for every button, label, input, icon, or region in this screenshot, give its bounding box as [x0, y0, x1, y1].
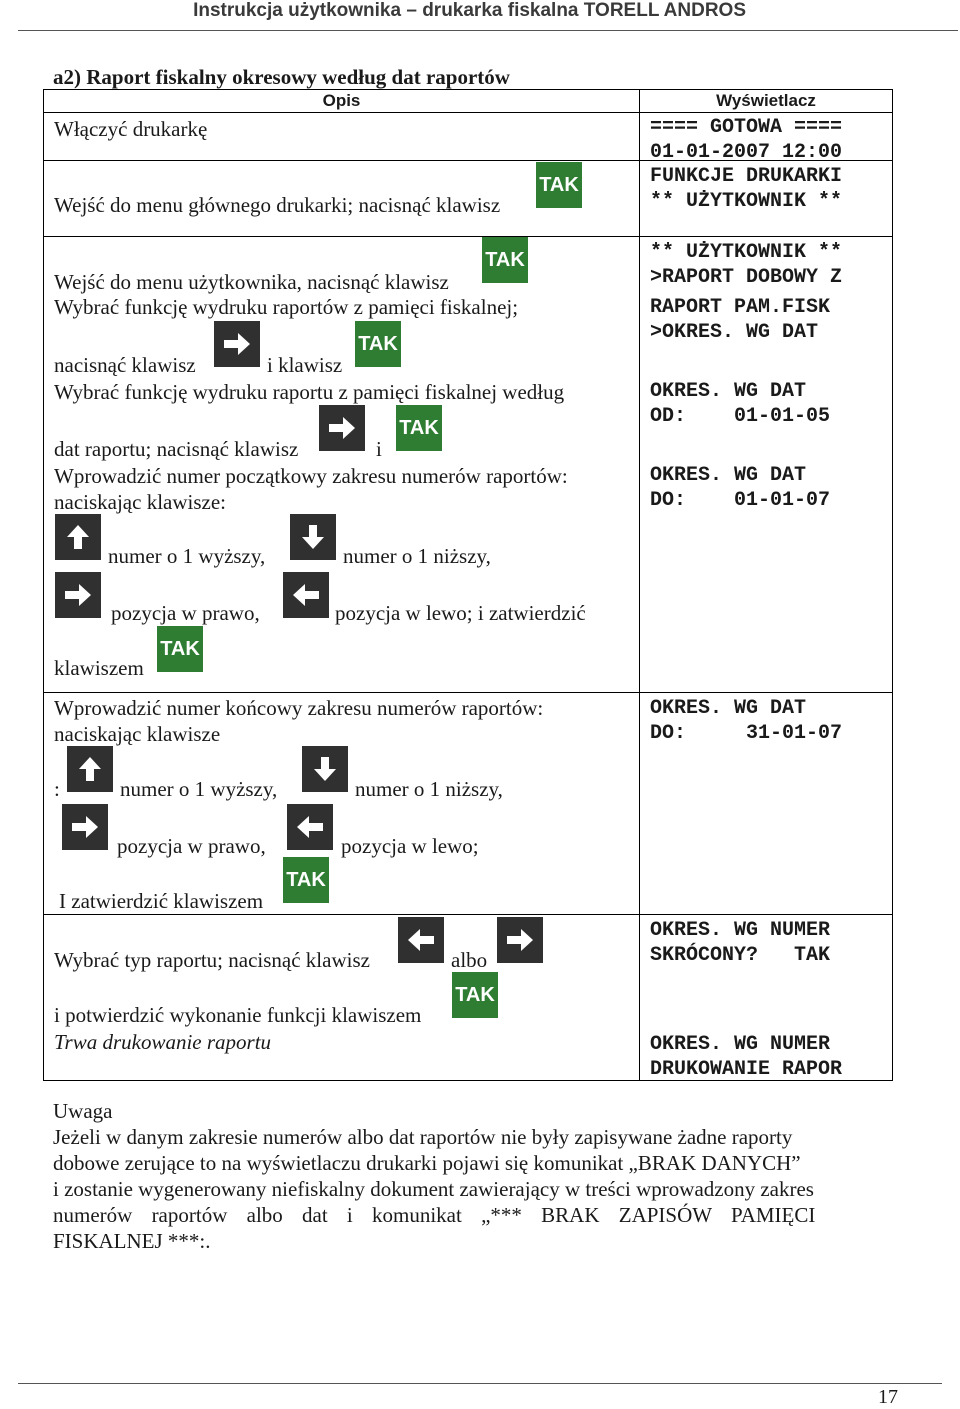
- display-line: ==== GOTOWA ====: [650, 116, 843, 139]
- step-text: Wybrać funkcję wydruku raportu z pamięci fiskalnej według: [54, 380, 565, 404]
- note-section: [53, 1098, 896, 1254]
- step-text: naciskając klawisze: [54, 722, 221, 746]
- page-number: 17: [878, 1386, 898, 1408]
- step-text: klawiszem: [54, 656, 144, 680]
- row-end-range-display: [640, 693, 893, 915]
- arrow-right-key-icon: [497, 917, 543, 963]
- display-line: FUNKCJE DRUKARKI: [650, 165, 843, 188]
- step-text: Włączyć drukarkę: [54, 117, 208, 141]
- row-power-on-display: [640, 113, 893, 164]
- instruction-table: [43, 89, 893, 1081]
- tak-key-icon: TAK: [283, 857, 329, 903]
- step-text: numer o 1 wyższy,: [120, 777, 278, 801]
- arrow-left-key-icon: [287, 804, 333, 850]
- step-text: Wprowadzić numer początkowy zakresu numerów raportów:: [54, 464, 568, 488]
- row-start-range-display: [640, 237, 893, 693]
- step-text: :: [54, 777, 60, 801]
- display-line: >OKRES. WG DAT: [650, 321, 819, 344]
- arrow-down-key-icon: [302, 746, 348, 792]
- step-text: Wybrać typ raportu; nacisnąć klawisz: [54, 948, 370, 972]
- step-text: Wprowadzić numer końcowy zakresu numerów raportów:: [54, 696, 544, 720]
- row-power-on-description: [44, 113, 640, 161]
- note-title: Uwaga: [53, 1099, 113, 1123]
- arrow-right-key-icon: [62, 804, 108, 850]
- step-text: pozycja w lewo; i zatwierdzić: [335, 601, 586, 625]
- step-text: numer o 1 niższy,: [355, 777, 503, 801]
- step-text: i klawisz: [267, 353, 343, 377]
- step-text: Wybrać funkcję wydruku raportów z pamięci fiskalnej;: [54, 295, 519, 319]
- column-header-display: Wyświetlacz: [640, 90, 893, 113]
- display-line: OKRES. WG DAT: [650, 697, 807, 720]
- note-line: FISKALNEJ ***:.: [53, 1229, 211, 1253]
- step-text: Wejść do menu głównego drukarki; nacisnąć klawisz: [54, 193, 501, 217]
- step-text: pozycja w prawo,: [117, 834, 266, 858]
- display-line: ** UŻYTKOWNIK **: [650, 190, 843, 213]
- step-text: i potwierdzić wykonanie funkcji klawiszem: [54, 1003, 422, 1027]
- arrow-down-key-icon: [290, 514, 336, 560]
- arrow-up-key-icon: [55, 514, 101, 560]
- display-line: DO: 01-01-07: [650, 489, 831, 512]
- row-end-range-description: [44, 693, 640, 915]
- display-line: OKRES. WG DAT: [650, 380, 807, 403]
- note-line: dobowe zerujące to na wyświetlaczu drukarki pojawi się komunikat „BRAK DANYCH”: [53, 1151, 801, 1175]
- tak-key-icon: TAK: [157, 626, 203, 672]
- display-line: 01-01-2007 12:00: [650, 141, 843, 164]
- step-text: pozycja w lewo;: [341, 834, 479, 858]
- row-report-type-description: [44, 915, 640, 1081]
- note-line: i zostanie wygenerowany niefiskalny dokument zawierający w treści wprowadzony zakres: [53, 1177, 814, 1201]
- step-text: numer o 1 wyższy,: [108, 544, 266, 568]
- step-text: numer o 1 niższy,: [343, 544, 491, 568]
- note-line: numerów raportów albo dat i komunikat „*** BRAK ZAPISÓW PAMIĘCI: [53, 1203, 816, 1227]
- display-line: OD: 01-01-05: [650, 405, 831, 428]
- section-title: a2) Raport fiskalny okresowy według dat raportów: [53, 65, 510, 89]
- footer-divider: [18, 1383, 942, 1384]
- step-text: dat raportu; nacisnąć klawisz: [54, 437, 299, 461]
- step-text: Trwa drukowanie raportu: [54, 1030, 272, 1054]
- note-line: Jeżeli w danym zakresie numerów albo dat raportów nie były zapisywane żadne raporty: [53, 1125, 793, 1149]
- arrow-right-key-icon: [55, 572, 101, 618]
- step-text: pozycja w prawo,: [111, 601, 260, 625]
- header-title: Instrukcja użytkownika – drukarka fiskalna TORELL ANDROS: [193, 0, 746, 21]
- row-report-type-display: [640, 915, 893, 1081]
- document-header: [0, 0, 960, 22]
- tak-key-icon: TAK: [452, 972, 498, 1018]
- display-line: DRUKOWANIE RAPOR: [650, 1058, 843, 1081]
- arrow-left-key-icon: [283, 572, 329, 618]
- tak-key-icon: TAK: [482, 237, 528, 283]
- step-text: Wejść do menu użytkownika, nacisnąć klawisz: [54, 270, 449, 294]
- display-line: OKRES. WG NUMER: [650, 919, 831, 942]
- step-text: albo: [451, 948, 488, 972]
- tak-key-icon: TAK: [396, 405, 442, 451]
- row-main-menu-display: [640, 161, 893, 237]
- display-line: RAPORT PAM.FISK: [650, 296, 831, 319]
- row-main-menu-description: [44, 161, 640, 237]
- tak-key-icon: TAK: [536, 162, 582, 208]
- display-line: OKRES. WG NUMER: [650, 1033, 831, 1056]
- step-text: I zatwierdzić klawiszem: [59, 889, 264, 913]
- step-text: i: [376, 437, 382, 461]
- display-line: SKRÓCONY? TAK: [650, 944, 831, 967]
- arrow-up-key-icon: [67, 746, 113, 792]
- step-text: nacisnąć klawisz: [54, 353, 196, 377]
- display-line: ** UŻYTKOWNIK **: [650, 241, 843, 264]
- header-divider: [18, 30, 958, 31]
- step-text: naciskając klawisze:: [54, 490, 226, 514]
- display-line: DO: 31-01-07: [650, 722, 843, 745]
- display-line: >RAPORT DOBOWY Z: [650, 266, 843, 289]
- arrow-left-key-icon: [398, 917, 444, 963]
- arrow-right-key-icon: [319, 405, 365, 451]
- row-start-range-description: [44, 237, 640, 693]
- tak-key-icon: TAK: [355, 321, 401, 367]
- column-header-description: Opis: [44, 90, 640, 113]
- arrow-right-key-icon: [214, 321, 260, 367]
- display-line: OKRES. WG DAT: [650, 464, 807, 487]
